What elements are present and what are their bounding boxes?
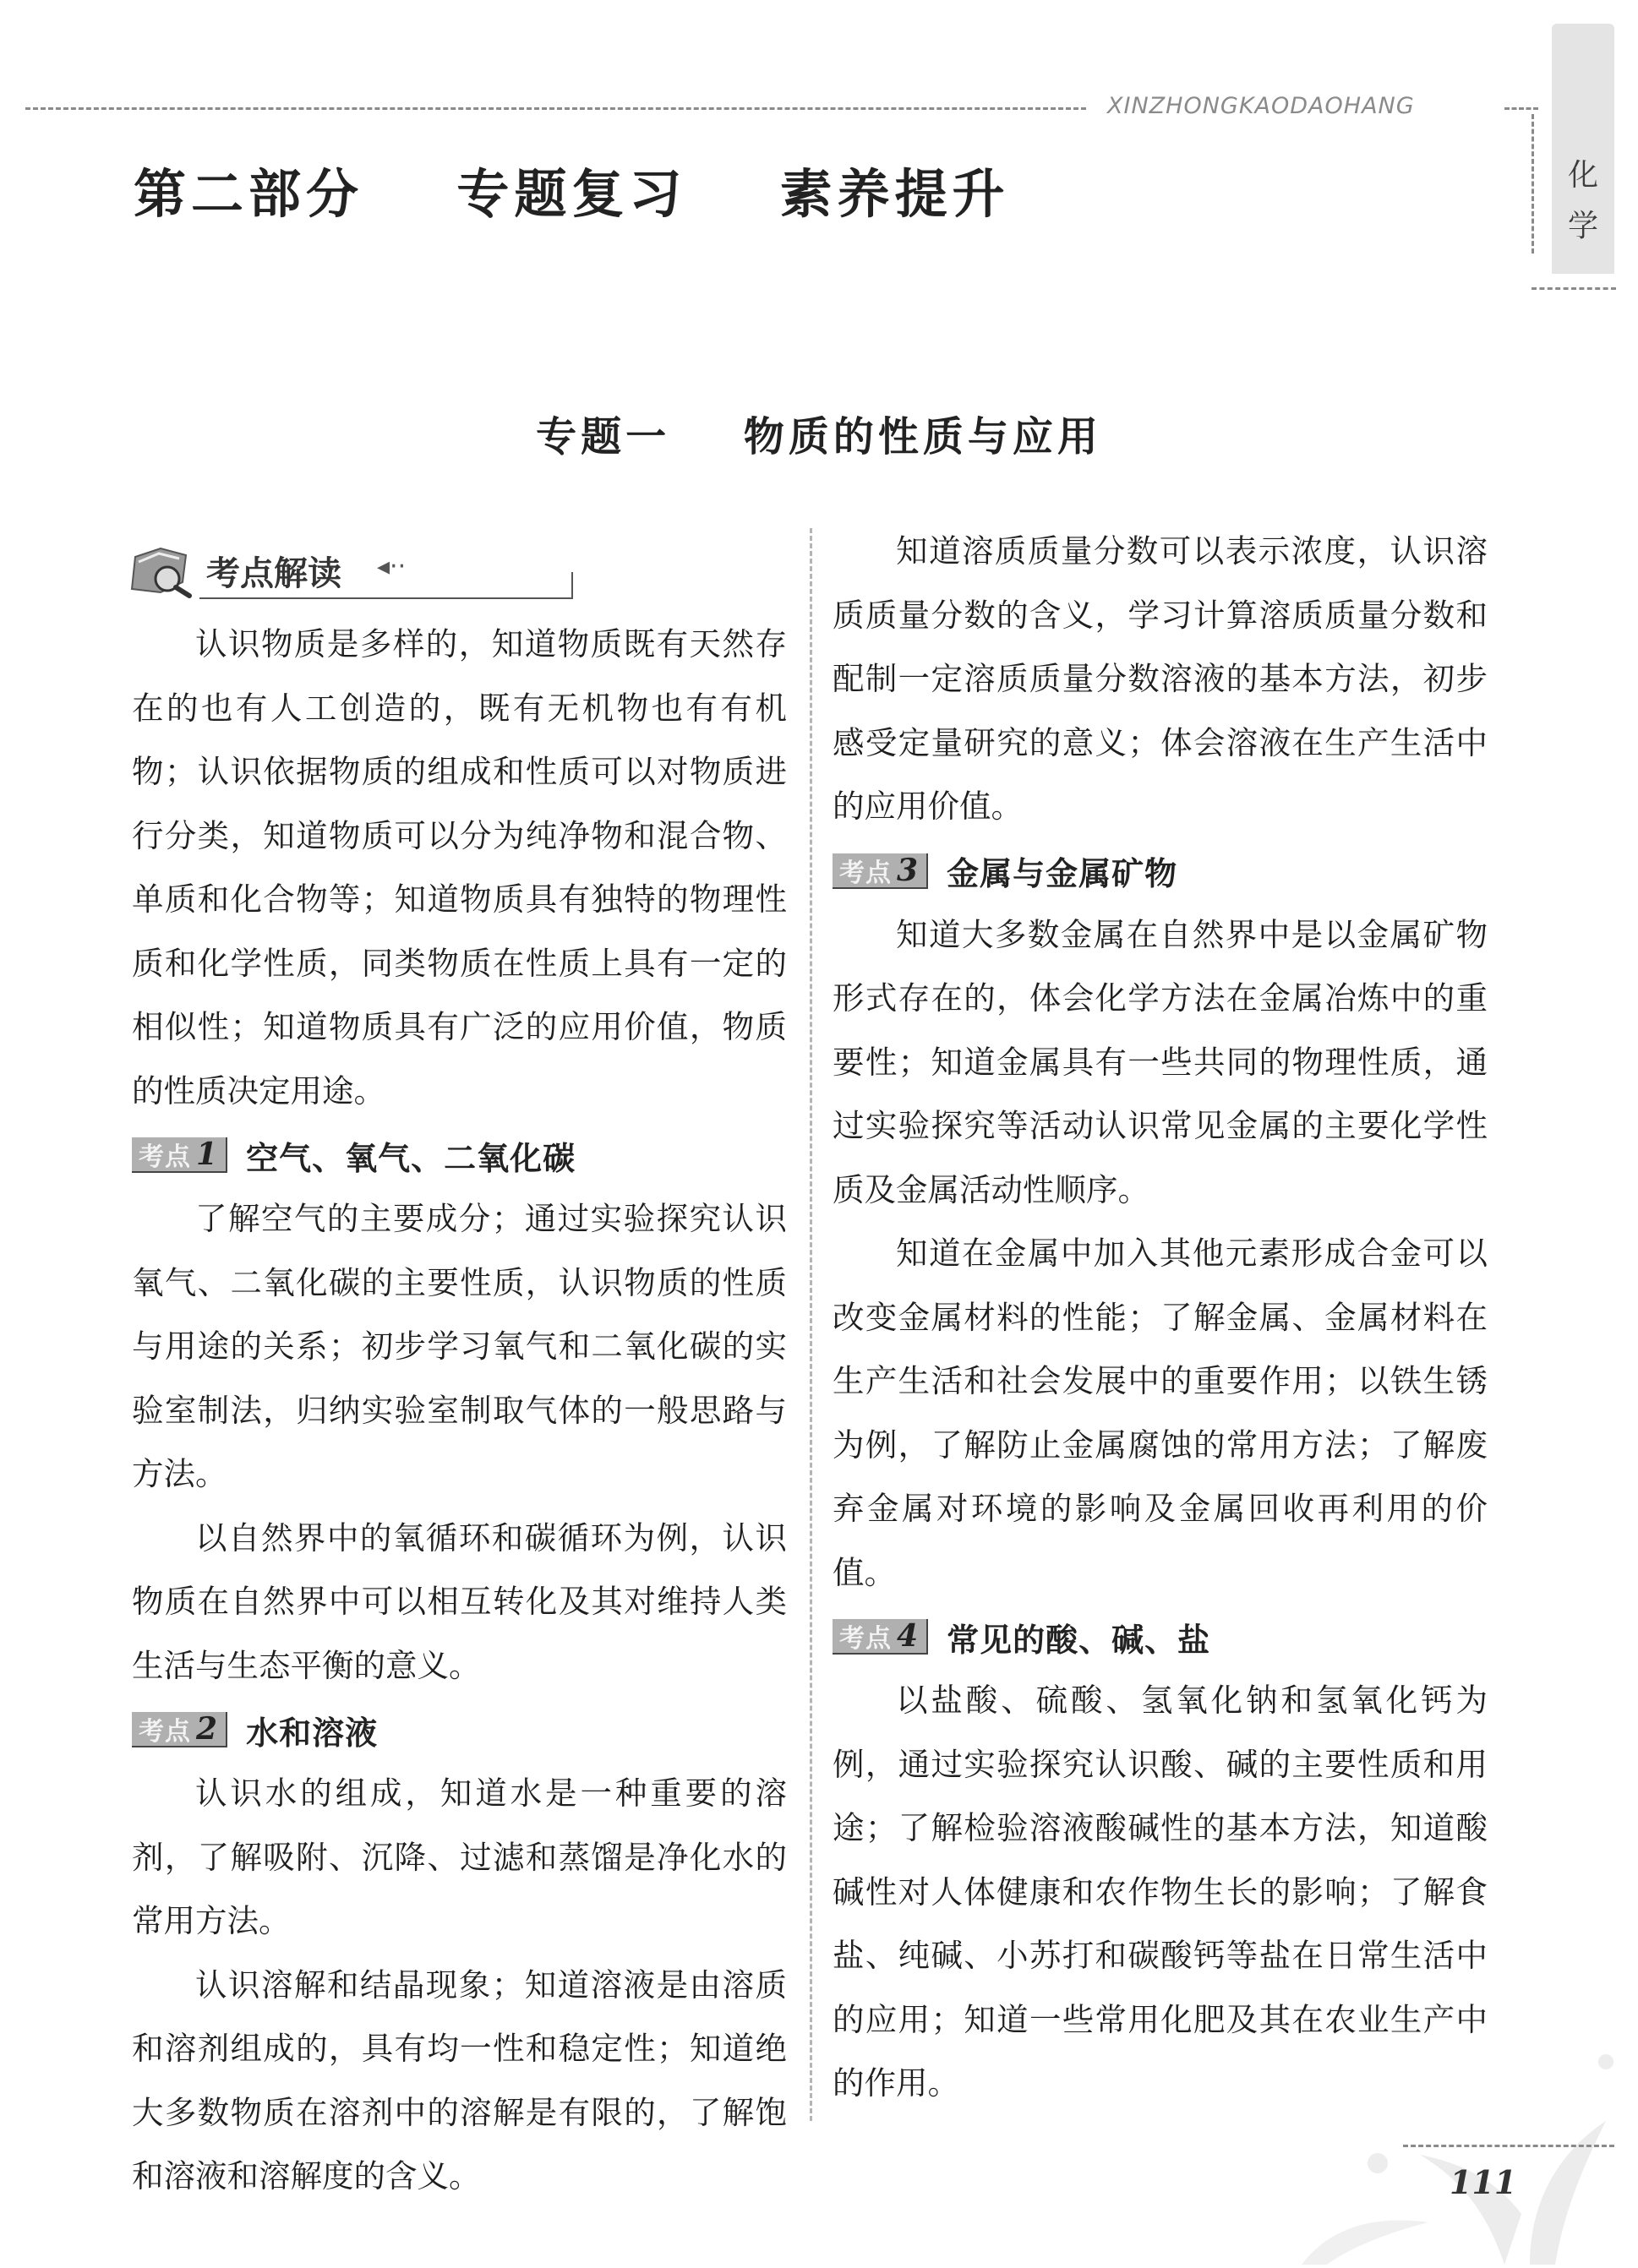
arrow-left-icon: ◂·· xyxy=(377,552,407,581)
badge-number: 1 xyxy=(196,1137,218,1172)
subject-tab-label xyxy=(1552,150,1614,252)
banner-label: 考点解读 xyxy=(206,554,341,593)
intro-paragraph: 认识物质是多样的，知道物质既有天然存在的也有人工创造的，既有无机物也有有机物；认识依据物质的组成和性质可以对物质进行分类，知道物质可以分为纯净物和混合物、单质和化合物等；知道物质具有独特的物理性质和化学性质，同类物质在性质上具有一定的相似性；知道物质具有广泛的应用价值，物质的性质决定用途。 xyxy=(132,625,787,1109)
section-title: 常见的酸、碱、盐 xyxy=(947,1621,1211,1659)
decorative-splash xyxy=(1251,2011,1623,2265)
section-badge xyxy=(132,1137,227,1173)
tab-dashed-border-bottom xyxy=(1532,287,1616,290)
section-title: 水和溶液 xyxy=(246,1714,379,1752)
page-number: 111 xyxy=(1450,2163,1517,2201)
part-title: 第二部分 专题复习 素养提升 xyxy=(134,163,1010,225)
badge-number: 4 xyxy=(897,1618,919,1654)
section-badge xyxy=(833,1619,928,1655)
badge-label: 考点 xyxy=(139,1142,191,1172)
section-paragraph: 认识水的组成，知道水是一种重要的溶剂，了解吸附、沉降、过滤和蒸馏是净化水的常用方法。 xyxy=(132,1775,787,1939)
section-badge xyxy=(132,1712,227,1747)
section-paragraph: 知道大多数金属在自然界中是以金属矿物形式存在的，体会化学方法在金属冶炼中的重要性；知道金属具有一些共同的物理性质，通过实验探究等活动认识常见金属的主要化学性质及金属活动性顺序。 xyxy=(833,915,1488,1208)
badge-number: 3 xyxy=(897,852,919,888)
header-dashed-line xyxy=(25,107,1086,110)
tab-dashed-border xyxy=(1532,114,1534,254)
section-title: 金属与金属矿物 xyxy=(947,855,1178,892)
left-column xyxy=(132,520,787,2209)
subject-tab-char-1: 化 xyxy=(1567,158,1598,193)
magnifier-icon xyxy=(127,545,203,599)
column-divider xyxy=(810,528,812,2121)
subject-tab-char-2: 学 xyxy=(1567,209,1598,243)
section-paragraph: 知道溶质质量分数可以表示浓度，认识溶质质量分数的含义，学习计算溶质质量分数和配制一定溶质质量分数溶液的基本方法，初步感受定量研究的意义；体会溶液在生产生活中的应用价值。 xyxy=(833,532,1488,825)
topic-title: 专题一 物质的性质与应用 xyxy=(536,413,1102,461)
section-header-3 xyxy=(833,839,1488,903)
section-paragraph: 认识溶解和结晶现象；知道溶液是由溶质和溶剂组成的，具有均一性和稳定性；知道绝大多数物质在溶剂中的溶解是有限的，了解饱和溶液和溶解度的含义。 xyxy=(132,1965,787,2194)
badge-label: 考点 xyxy=(139,1717,191,1747)
footer-dashed-line xyxy=(1403,2145,1614,2147)
section-header-1 xyxy=(132,1123,787,1187)
intro-banner xyxy=(132,537,787,606)
section-badge xyxy=(833,853,928,889)
badge-label: 考点 xyxy=(839,858,892,888)
section-paragraph: 以盐酸、硫酸、氢氧化钠和氢氧化钙为例，通过实验探究认识酸、碱的主要性质和用途；了解检验溶液酸碱性的基本方法，知道酸碱性对人体健康和农作物生长的影响；了解食盐、纯碱、小苏打和碳酸钙等盐在日常生活中的应用；知道一些常用化肥及其在农业生产中的作用。 xyxy=(833,1682,1488,2102)
section-paragraph: 以自然界中的氧循环和碳循环为例，认识物质在自然界中可以相互转化及其对维持人类生活与生态平衡的意义。 xyxy=(132,1518,787,1684)
right-column xyxy=(833,520,1488,2116)
badge-label: 考点 xyxy=(839,1624,892,1654)
section-title: 空气、氧气、二氧化碳 xyxy=(246,1139,576,1177)
section-header-2 xyxy=(132,1698,787,1762)
running-head: XINZHONGKAODAOHANG xyxy=(1107,93,1415,119)
section-paragraph: 了解空气的主要成分；通过实验探究认识氧气、二氧化碳的主要性质，认识物质的性质与用途的关系；初步学习氧气和二氧化碳的实验室制法，归纳实验室制取气体的一般思路与方法。 xyxy=(132,1200,787,1492)
header-dashed-line-right xyxy=(1504,107,1538,110)
section-header-4 xyxy=(833,1605,1488,1669)
badge-number: 2 xyxy=(196,1711,218,1747)
section-paragraph: 知道在金属中加入其他元素形成合金可以改变金属材料的性能；了解金属、金属材料在生产生活和社会发展中的重要作用；以铁生锈为例，了解防止金属腐蚀的常用方法；了解废弃金属对环境的影响及金属回收再利用的价值。 xyxy=(833,1235,1488,1591)
